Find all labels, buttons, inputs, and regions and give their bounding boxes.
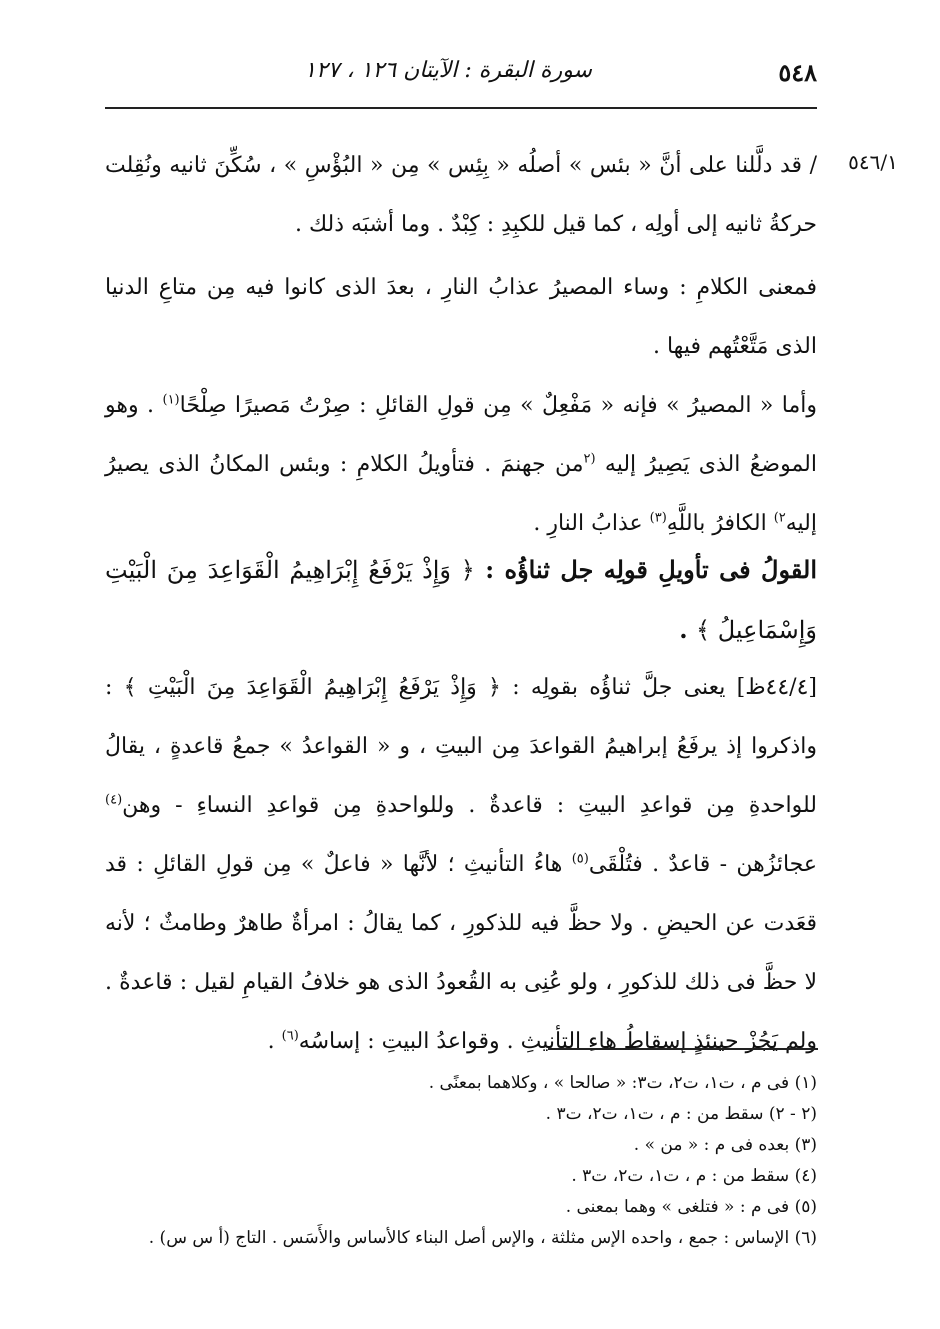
paragraph-3-part-c: من جهنمَ . فتأويلُ الكلامِ : وبئس المكانُ الذى يصيرُ إليه	[105, 452, 817, 536]
section-heading-quran-quote: ﴿ وَإِذْ يَرْفَعُ إِبْرَاهِيمُ الْقَوَاعِدَ مِنَ الْبَيْتِ وَإِسْمَاعِيلُ ﴾	[105, 556, 817, 644]
footnote-6: (٦) الإساس : جمع ، واحده الإس مثلثة ، والإس أصل البناء كالأساس والأَسَس . التاج (أ س س) .	[148, 1228, 817, 1248]
section-heading-text: القولُ فى تأويلِ قولِه جل ثناؤُه :	[474, 555, 817, 584]
paragraph-3	[105, 376, 817, 553]
footnote-4: (٤) سقط من : م ، ت١، ت٢، ت٣ .	[571, 1166, 817, 1186]
footnote-marker-6: (٦)	[281, 1028, 299, 1044]
header-divider	[105, 107, 817, 109]
footnote-5: (٥) فى م : « فتلغى » وهما بمعنى .	[565, 1197, 817, 1217]
paragraph-4-quran-quote: ﴿ وَإِذْ يَرْفَعُ إِبْرَاهِيمُ الْقَوَاعِدَ مِنَ الْبَيْتِ ﴾	[123, 675, 501, 700]
inline-manuscript-reference: [٤٤/٤ظ]	[736, 675, 818, 700]
paragraph-1: / قد دلَّلنا على أنَّ « بئس » أصلُه « بِئِس » مِن « البُؤْسِ » ، سُكِّنَ ثانيه ونُقِلت حركةُ ثانيه إلى أولِه ، كما قيل للكبِدِ : كِبْدٌ . وما أشبَه ذلك .	[105, 153, 817, 237]
footnotes	[105, 1068, 817, 1254]
footnote-3: (٣) بعده فى م : « من » .	[633, 1135, 817, 1155]
footnote-marker-5: (٥)	[571, 851, 589, 867]
footnote-marker-1: (١)	[162, 392, 180, 408]
paragraph-3-part-e: عذابُ النارِ .	[533, 511, 650, 536]
footnote-marker-2-open: (٢	[583, 451, 596, 467]
paragraph-4-part-a: يعنى جلَّ ثناؤُه بقولِه :	[500, 675, 737, 700]
footnote-marker-4: (٤)	[105, 792, 123, 808]
footnote-divider	[548, 1048, 818, 1050]
running-title: سورة البقرة : الآيتان ١٢٦ ، ١٢٧	[304, 58, 592, 83]
footnote-marker-2-close: ٢)	[773, 510, 786, 526]
paragraph-2: فمعنى الكلامِ : وساء المصيرُ عذابُ النارِ ، بعدَ الذى كانوا فيه مِن متاعِ الدنيا الذى مَتَّعْتُهم فيها .	[105, 275, 817, 359]
page-number: ٥٤٨	[778, 58, 817, 87]
paragraph-4-part-e: .	[267, 1029, 282, 1054]
paragraph-4-part-d: هاءُ التأنيثِ ؛ لأنَّها « فاعلٌ » مِن قولِ القائلِ : قد قعَدت عن الحيضِ . ولا حظَّ فيه للذكورِ ، كما يقالُ : امرأةٌ طاهرٌ وطامثٌ ؛ لأنه لا حظَّ فى ذلك للذكورِ ، ولو عُنِى به القُعودُ الذى هو خلافُ القيامِ لقيل : قاعدةٌ . ولم يَجُزْ حينئذٍ إسقاطُ هاءِ التأنيثِ . وقواعدُ البيتِ : إساسُه	[105, 852, 817, 1054]
page-header	[105, 52, 817, 96]
paragraph-4	[105, 658, 817, 1071]
footnote-1: (١) فى م ، ت١، ت٢، ت٣: « صالحا » ، وكلاهما بمعنًى .	[428, 1073, 817, 1093]
paragraph-3-part-b: . وهو الموضعُ الذى يَصِيرُ إليه	[105, 393, 818, 477]
margin-volume-reference: ٥٤٦/١	[848, 150, 898, 174]
section-heading-end: .	[679, 615, 697, 644]
paragraph-3-part-a: وأما « المصيرُ » فإنه « مَفْعِلٌ » مِن قولِ القائلِ : صِرْتُ مَصيرًا صِلْحًا	[179, 393, 818, 418]
paragraph-3-part-d: الكافرُ باللَّهِ	[666, 511, 774, 536]
paragraph-4-part-c: عجائزُهن - قاعدٌ . فتُلْقَى	[588, 852, 817, 877]
footnote-marker-3: (٣)	[649, 510, 667, 526]
footnote-2: (٢ - ٢) سقط من : م ، ت١، ت٢، ت٣ .	[545, 1104, 817, 1124]
paragraph-4-part-b: : واذكروا إذ يرفَعُ إبراهيمُ القواعدَ مِن البيتِ ، و « القواعدُ » جمعُ قاعدةٍ ، يقالُ للواحدةِ مِن قواعدِ البيتِ : قاعدةٌ . وللواحدةِ مِن قواعدِ النساءِ - وهن	[105, 675, 817, 818]
section-heading	[105, 540, 817, 660]
